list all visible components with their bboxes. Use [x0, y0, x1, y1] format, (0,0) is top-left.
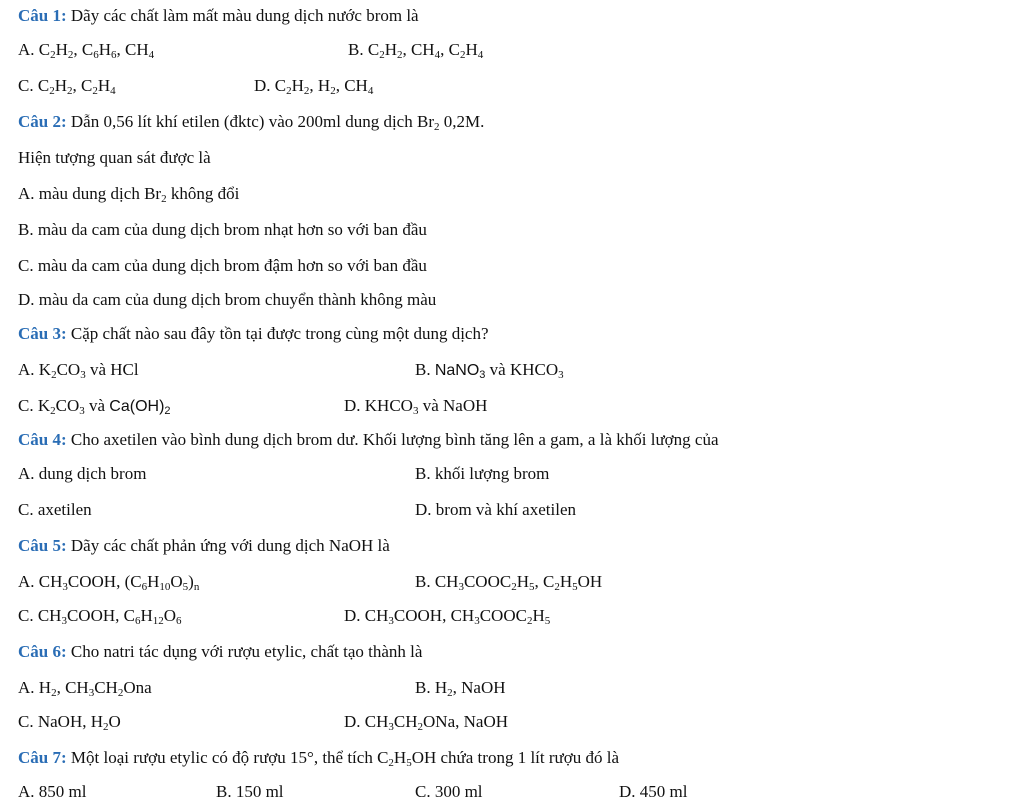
question-6-label: Câu 6:	[18, 642, 67, 661]
question-4	[18, 430, 719, 450]
question-2: Câu 2: Dẫn 0,56 lít khí etilen (đktc) vào 200ml dung dịch $Br_2$ 0,2M.	[18, 112, 485, 133]
question-6-text: Cho natri tác dụng với rượu etylic, chất tạo thành là	[70, 642, 423, 661]
question-3	[18, 324, 489, 344]
question-1	[18, 6, 419, 26]
q5-option-b[interactable]: B. $CH_3COOC_2H_5$, $C_2H_5OH$	[415, 572, 603, 593]
q2-option-d[interactable]: D. màu da cam của dung dịch brom chuyển thành không màu	[18, 290, 437, 309]
question-4-label: Câu 4:	[18, 430, 67, 449]
q1-option-b[interactable]: B. $C_2H_2$, $CH_4$, $C_2H_4$	[348, 40, 484, 61]
q2-option-c[interactable]: C. màu da cam của dung dịch brom đậm hơn so với ban đầu	[18, 256, 427, 275]
q1-option-c[interactable]: C. $C_2H_2$, $C_2H_4$	[18, 76, 116, 97]
question-2-label: Câu 2:	[18, 112, 67, 131]
question-6	[18, 642, 422, 662]
q7-option-d[interactable]: D. 450 ml	[619, 782, 688, 801]
question-5-text: Dãy các chất phản ứng với dung dịch NaOH là	[70, 536, 390, 555]
q6-option-a[interactable]: A. $H_2$, $CH_3CH_2Ona$	[18, 678, 152, 699]
q6-option-d[interactable]: D. $CH_3CH_2ONa$, NaOH	[344, 712, 509, 733]
q1-option-a[interactable]: A. $C_2H_2$, $C_6H_6$, $CH_4$	[18, 40, 155, 61]
q1-option-d[interactable]: D. $C_2H_2$, $H_2$, $CH_4$	[254, 76, 374, 97]
q5-option-a[interactable]: A. $CH_3COOH$, $(C_6H_{10}O_5)_n$	[18, 572, 200, 593]
question-1-label: Câu 1:	[18, 6, 67, 25]
question-5	[18, 536, 390, 556]
question-5-label: Câu 5:	[18, 536, 67, 555]
q2-option-a[interactable]: A. màu dung dịch $Br_2$ không đổi	[18, 184, 240, 205]
q7-option-b[interactable]: B. 150 ml	[216, 782, 284, 801]
question-3-text: Cặp chất nào sau đây tồn tại được trong cùng một dung dịch?	[70, 324, 489, 343]
q3-option-c[interactable]: C. $K_2CO_3$ và $Ca(OH)_2$	[18, 396, 171, 417]
q4-option-b[interactable]: B. khối lượng brom	[415, 464, 550, 483]
question-1-text: Dãy các chất làm mất màu dung dịch nước brom là	[70, 6, 419, 25]
q2-option-b[interactable]: B. màu da cam của dung dịch brom nhạt hơn so với ban đầu	[18, 220, 427, 239]
q4-option-c[interactable]: C. axetilen	[18, 500, 92, 519]
q4-option-d[interactable]: D. brom và khí axetilen	[415, 500, 576, 519]
q3-option-b[interactable]: B. NaNO$_3$ và $KHCO_3$	[415, 360, 564, 381]
question-7-label: Câu 7:	[18, 748, 67, 767]
q3-option-a[interactable]: A. $K_2CO_3$ và HCl	[18, 360, 139, 381]
q5-option-d[interactable]: D. $CH_3COOH$, $CH_3COOC_2H_5$	[344, 606, 551, 627]
q4-option-a[interactable]: A. dung dịch brom	[18, 464, 147, 483]
question-2-subtext: Hiện tượng quan sát được là	[18, 148, 211, 167]
question-3-label: Câu 3:	[18, 324, 67, 343]
question-4-text: Cho axetilen vào bình dung dịch brom dư. Khối lượng bình tăng lên a gam, a là khối lượng của	[70, 430, 719, 449]
q3-option-d[interactable]: D. $KHCO_3$ và NaOH	[344, 396, 488, 417]
question-7: Câu 7: Một loại rượu etylic có độ rượu 15°, thể tích $C_2H_5OH$ chứa trong 1 lít rượu đó là	[18, 748, 619, 769]
q7-option-a[interactable]: A. 850 ml	[18, 782, 87, 801]
q6-option-c[interactable]: C. NaOH, $H_2O$	[18, 712, 121, 733]
q5-option-c[interactable]: C. $CH_3COOH$, $C_6H_{12}O_6$	[18, 606, 182, 627]
q7-option-c[interactable]: C. 300 ml	[415, 782, 483, 801]
q6-option-b[interactable]: B. $H_2$, NaOH	[415, 678, 506, 699]
